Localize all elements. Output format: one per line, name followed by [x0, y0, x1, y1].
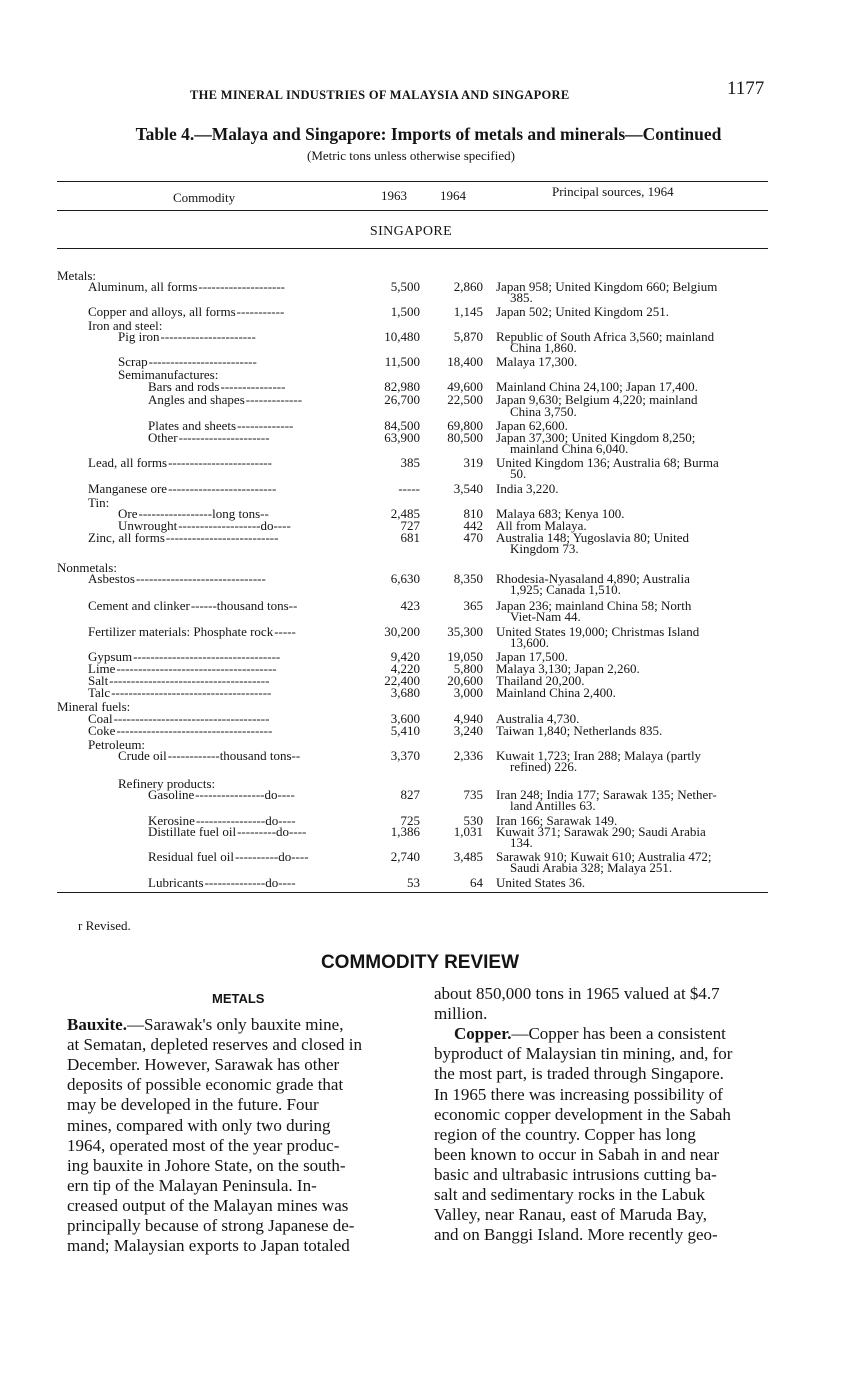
commodity-label: Angles and shapes	[148, 392, 245, 407]
principal-sources: Kuwait 1,723; Iran 288; Malaya (partly	[496, 748, 702, 763]
table-row	[0, 760, 857, 773]
line-text: may be developed in the future. Four	[67, 1095, 319, 1115]
principal-sources: Sarawak 910; Kuwait 610; Australia 472;	[496, 849, 712, 864]
principal-sources: Japan 37,300; United Kingdom 8,250;	[496, 430, 696, 445]
line-text: at Sematan, depleted reserves and closed in	[67, 1035, 363, 1055]
value-1963: 2,485	[390, 506, 420, 521]
table-row	[0, 380, 857, 393]
principal-sources: Rhodesia-Nyasaland 4,890; Australia	[496, 571, 690, 586]
text-line	[434, 1185, 705, 1205]
commodity-label: Unwrought	[118, 518, 178, 533]
line-text: mand; Malaysian exports to Japan totaled	[67, 1236, 350, 1256]
principal-sources: India 3,220.	[496, 481, 559, 496]
principal-sources: Iran 166; Sarawak 149.	[496, 813, 618, 828]
value-1963: 84,500	[384, 418, 420, 433]
line-text: economic copper development in the Sabah	[434, 1104, 731, 1124]
value-1963: 6,630	[390, 571, 420, 586]
text-line	[67, 1176, 317, 1196]
commodity-label: Cement and clinker	[88, 598, 190, 613]
line-text: December. However, Sarawak has other	[67, 1055, 340, 1075]
line-text: about 850,000 tons in 1965 valued at $4.7	[434, 984, 720, 1003]
text-line	[434, 1165, 717, 1185]
value-1964: 3,540	[453, 481, 483, 496]
table-row	[0, 583, 857, 596]
value-1964: 69,800	[447, 418, 483, 433]
principal-sources: China 3,750.	[510, 404, 577, 419]
principal-sources: Japan 17,500.	[496, 649, 568, 664]
table-row	[0, 542, 857, 555]
table-row	[0, 861, 857, 874]
line-text: deposits of possible economic grade that	[67, 1075, 344, 1095]
running-head: THE MINERAL INDUSTRIES OF MALAYSIA AND SINGAPORE	[190, 88, 570, 102]
commodity-label: Nonmetals:	[57, 560, 117, 575]
dot-leader: ----------------------	[160, 329, 256, 344]
text-line	[434, 1004, 487, 1024]
value-1963: 385	[400, 455, 420, 470]
commodity-label: Bars and rods	[148, 379, 220, 394]
line-text: Valley, near Ranau, east of Maruda Bay,	[434, 1205, 707, 1225]
text-line	[434, 1105, 731, 1125]
table-footnote: r Revised.	[78, 918, 131, 933]
value-1964: 735	[463, 787, 483, 802]
dot-leader: -------------------------	[168, 481, 277, 496]
value-1964: 530	[463, 813, 483, 828]
text-line	[434, 984, 720, 1004]
commodity-label: Lead, all forms	[88, 455, 168, 470]
commodity-label: Lime	[88, 661, 116, 676]
commodity-label: Manganese ore	[88, 481, 168, 496]
value-1963: 82,980	[384, 379, 420, 394]
dot-leader: ------------------------	[168, 455, 272, 470]
table-subtitle: (Metric tons unless otherwise specified)	[307, 148, 515, 163]
text-line	[67, 1196, 348, 1216]
line-text: region of the country. Copper has long	[434, 1124, 696, 1144]
principal-sources: Kuwait 371; Sarawak 290; Saudi Arabia	[496, 824, 706, 839]
commodity-label: Talc	[88, 685, 111, 700]
dot-leader: ---------------	[220, 379, 286, 394]
principal-sources: Japan 236; mainland China 58; North	[496, 598, 692, 613]
line-text: 1964, operated most of the year produc-	[67, 1135, 340, 1155]
principal-sources: Malaya 3,130; Japan 2,260.	[496, 661, 640, 676]
table-row	[0, 467, 857, 480]
dot-leader: ----------do----	[234, 849, 309, 864]
table-row	[0, 724, 857, 737]
value-1964: 319	[463, 455, 483, 470]
commodity-label: Semimanufactures:	[118, 367, 219, 382]
value-1963: 1,500	[390, 304, 420, 319]
table-row	[0, 836, 857, 849]
value-1964: 810	[463, 506, 483, 521]
commodity-label: Lubricants	[148, 875, 204, 890]
dot-leader: ----------------------------------	[133, 649, 281, 664]
table-row	[0, 610, 857, 623]
dot-leader: ---------------------	[178, 430, 270, 445]
commodity-label: Metals:	[57, 268, 96, 283]
text-line	[67, 1075, 343, 1095]
principal-sources: China 1,860.	[510, 340, 577, 355]
dot-leader: -------------------do----	[178, 518, 291, 533]
table-row	[0, 482, 857, 495]
header-principal-sources: Principal sources, 1964	[552, 184, 674, 199]
text-line	[67, 1055, 339, 1075]
value-1964: 1,031	[453, 824, 483, 839]
value-1963: -----	[398, 481, 420, 496]
commodity-label: Iron and steel:	[88, 318, 163, 333]
table-row	[0, 291, 857, 304]
page-number: 1177	[727, 78, 765, 99]
value-1963: 423	[400, 598, 420, 613]
value-1963: 727	[400, 518, 420, 533]
principal-sources: United States 19,000; Christmas Island	[496, 624, 700, 639]
value-1963: 26,700	[384, 392, 420, 407]
commodity-label: Gasoline	[148, 787, 195, 802]
principal-sources: Australia 4,730.	[496, 711, 580, 726]
table-row	[0, 341, 857, 354]
commodity-label: Crude oil	[118, 748, 167, 763]
value-1964: 5,870	[453, 329, 483, 344]
commodity-label: Coke	[88, 723, 116, 738]
line-text: ing bauxite in Johore State, on the south-	[67, 1155, 346, 1175]
text-line	[434, 1044, 732, 1064]
commodity-label: Gypsum	[88, 649, 133, 664]
dot-leader: -------------------------------------	[109, 673, 270, 688]
text-line	[67, 1035, 362, 1055]
table-row	[0, 305, 857, 318]
value-1964: 35,300	[447, 624, 483, 639]
line-text: —Copper has been a consistent	[511, 1024, 726, 1044]
principal-sources: Japan 958; United Kingdom 660; Belgium	[496, 279, 718, 294]
commodity-label: Asbestos	[88, 571, 135, 586]
principal-sources: Mainland China 24,100; Japan 17,400.	[496, 379, 698, 394]
principal-sources: United Kingdom 136; Australia 68; Burma	[496, 455, 719, 470]
principal-sources: Kingdom 73.	[510, 541, 579, 556]
value-1963: 1,386	[390, 824, 420, 839]
principal-sources: refined) 226.	[510, 759, 578, 774]
line-text: million.	[434, 1004, 488, 1024]
value-1964: 470	[463, 530, 483, 545]
dot-leader: --------------------------	[165, 530, 279, 545]
run-in-heading: Bauxite.	[67, 1015, 127, 1034]
run-in-heading: Copper.	[454, 1024, 512, 1044]
line-text: In 1965 there was increasing possibility of	[434, 1084, 723, 1104]
value-1963: 2,740	[390, 849, 420, 864]
principal-sources: Japan 502; United Kingdom 251.	[496, 304, 669, 319]
header-commodity: Commodity	[173, 190, 236, 205]
text-line	[67, 1156, 346, 1176]
text-line	[454, 1024, 726, 1044]
commodity-label: Other	[148, 430, 178, 445]
dot-leader: ------thousand tons--	[190, 598, 298, 613]
text-line	[67, 1095, 319, 1115]
table-row	[0, 876, 857, 889]
value-1963: 10,480	[384, 329, 420, 344]
line-text: basic and ultrabasic intrusions cutting ba-	[434, 1164, 717, 1184]
value-1963: 3,600	[390, 711, 420, 726]
line-text: salt and sedimentary rocks in the Labuk	[434, 1185, 705, 1204]
commodity-label: Petroleum:	[88, 737, 146, 752]
principal-sources: Republic of South Africa 3,560; mainland	[496, 329, 715, 344]
principal-sources: 50.	[510, 466, 527, 481]
line-text: principally because of strong Japanese de-	[67, 1216, 355, 1235]
commodity-label: Aluminum, all forms	[88, 279, 198, 294]
dot-leader: --------------------	[198, 279, 286, 294]
line-text: ern tip of the Malayan Peninsula. In-	[67, 1175, 317, 1195]
commodity-label: Ore	[118, 506, 138, 521]
dot-leader: -------------	[237, 418, 294, 433]
table-row	[0, 799, 857, 812]
principal-sources: Japan 62,600.	[496, 418, 568, 433]
value-1964: 2,860	[453, 279, 483, 294]
principal-sources: mainland China 6,040.	[510, 441, 629, 456]
principal-sources: 1,925; Canada 1,510.	[510, 582, 621, 597]
commodity-label: Coal	[88, 711, 113, 726]
principal-sources: land Antilles 63.	[510, 798, 596, 813]
line-text: —Sarawak's only bauxite mine,	[126, 1015, 344, 1034]
commodity-review-heading: COMMODITY REVIEW	[320, 952, 520, 973]
dot-leader: ----------------do----	[195, 787, 295, 802]
value-1963: 63,900	[384, 430, 420, 445]
value-1963: 5,500	[390, 279, 420, 294]
value-1964: 365	[463, 598, 483, 613]
value-1964: 2,336	[453, 748, 483, 763]
principal-sources: Saudi Arabia 328; Malaya 251.	[510, 860, 673, 875]
value-1963: 3,680	[390, 685, 420, 700]
dot-leader: --------------do----	[204, 875, 296, 890]
dot-leader: -------------	[245, 392, 303, 407]
value-1963: 30,200	[384, 624, 420, 639]
value-1964: 20,600	[447, 673, 483, 688]
value-1964: 4,940	[453, 711, 483, 726]
text-line	[67, 1116, 330, 1136]
value-1964: 64	[470, 875, 483, 890]
commodity-label: Copper and alloys, all forms	[88, 304, 236, 319]
dot-leader: -----------	[236, 304, 285, 319]
text-line	[434, 1085, 723, 1105]
principal-sources: Mainland China 2,400.	[496, 685, 616, 700]
principal-sources: Malaya 17,300.	[496, 354, 578, 369]
principal-sources: 13,600.	[510, 635, 549, 650]
value-1963: 22,400	[384, 673, 420, 688]
commodity-label: Fertilizer materials: Phosphate rock	[88, 624, 274, 639]
line-text: been known to occur in Sabah in and near	[434, 1144, 720, 1164]
text-line	[434, 1064, 724, 1084]
commodity-label: Refinery products:	[118, 776, 216, 791]
commodity-label: Plates and sheets	[148, 418, 237, 433]
table-row	[0, 686, 857, 699]
dot-leader: -------------------------	[148, 354, 257, 369]
dot-leader: -----------------long tons--	[138, 506, 269, 521]
principal-sources: United States 36.	[496, 875, 586, 890]
value-1963: 827	[400, 787, 420, 802]
header-year-1964: 1964	[440, 188, 466, 203]
dot-leader: ------------------------------	[135, 571, 266, 586]
principal-sources: All from Malaya.	[496, 518, 587, 533]
dot-leader: ---------do----	[237, 824, 307, 839]
value-1963: 4,220	[390, 661, 420, 676]
value-1963: 11,500	[384, 354, 420, 369]
principal-sources: Viet-Nam 44.	[510, 609, 581, 624]
line-text: mines, compared with only two during	[67, 1115, 331, 1135]
text-line	[67, 1236, 350, 1256]
commodity-label: Pig iron	[118, 329, 160, 344]
dot-leader: -------------------------------------	[116, 661, 277, 676]
value-1963: 3,370	[390, 748, 420, 763]
value-1964: 3,000	[453, 685, 483, 700]
commodity-label: Scrap	[118, 354, 148, 369]
commodity-label: Zinc, all forms	[88, 530, 165, 545]
line-text: and on Banggi Island. More recently geo-	[434, 1225, 718, 1245]
commodity-label: Mineral fuels:	[57, 699, 131, 714]
value-1963: 53	[407, 875, 420, 890]
text-line	[67, 1136, 339, 1156]
value-1963: 9,420	[390, 649, 420, 664]
principal-sources: Taiwan 1,840; Netherlands 835.	[496, 723, 663, 738]
principal-sources: Malaya 683; Kenya 100.	[496, 506, 625, 521]
value-1964: 8,350	[453, 571, 483, 586]
text-line	[434, 1145, 719, 1165]
table-row	[0, 636, 857, 649]
value-1964: 3,485	[453, 849, 483, 864]
commodity-label: Salt	[88, 673, 109, 688]
line-text: the most part, is traded through Singapore.	[434, 1064, 724, 1084]
value-1964: 19,050	[447, 649, 483, 664]
value-1964: 80,500	[447, 430, 483, 445]
dot-leader: ------------thousand tons--	[167, 748, 301, 763]
table-row	[0, 405, 857, 418]
metals-subheading: METALS	[212, 991, 265, 1006]
text-line	[67, 1216, 354, 1236]
line-text: byproduct of Malaysian tin mining, and, for	[434, 1044, 733, 1064]
principal-sources: Iran 248; India 177; Sarawak 135; Nether-	[496, 787, 717, 802]
table-row	[0, 442, 857, 455]
text-line	[67, 1015, 343, 1035]
text-line	[434, 1225, 718, 1245]
table-title: Table 4.—Malaya and Singapore: Imports of metals and minerals—Continued	[135, 124, 722, 144]
principal-sources: Australia 148; Yugoslavia 80; United	[496, 530, 690, 545]
commodity-label: Kerosine	[148, 813, 195, 828]
value-1964: 1,145	[453, 304, 483, 319]
line-text: creased output of the Malayan mines was	[67, 1195, 349, 1215]
section-label-singapore: SINGAPORE	[369, 224, 453, 239]
value-1964: 3,240	[453, 723, 483, 738]
commodity-label: Tin:	[88, 495, 110, 510]
header-year-1963: 1963	[381, 188, 407, 203]
principal-sources: 134.	[510, 835, 533, 850]
dot-leader: -----	[274, 624, 296, 639]
value-1964: 18,400	[447, 354, 483, 369]
commodity-label: Distillate fuel oil	[148, 824, 237, 839]
value-1963: 681	[400, 530, 420, 545]
text-line	[434, 1205, 707, 1225]
principal-sources: Thailand 20,200.	[496, 673, 585, 688]
principal-sources: 385.	[510, 290, 533, 305]
value-1964: 22,500	[447, 392, 483, 407]
text-line	[434, 1125, 696, 1145]
value-1964: 5,800	[453, 661, 483, 676]
principal-sources: Japan 9,630; Belgium 4,220; mainland	[496, 392, 698, 407]
value-1964: 49,600	[447, 379, 483, 394]
dot-leader: -------------------------------------	[111, 685, 272, 700]
value-1963: 725	[400, 813, 420, 828]
value-1963: 5,410	[390, 723, 420, 738]
dot-leader: ----------------do----	[195, 813, 296, 828]
table-bottom-rule	[57, 892, 768, 893]
dot-leader: ------------------------------------	[116, 723, 273, 738]
commodity-label: Residual fuel oil	[148, 849, 234, 864]
dot-leader: ------------------------------------	[113, 711, 270, 726]
value-1964: 442	[463, 518, 483, 533]
